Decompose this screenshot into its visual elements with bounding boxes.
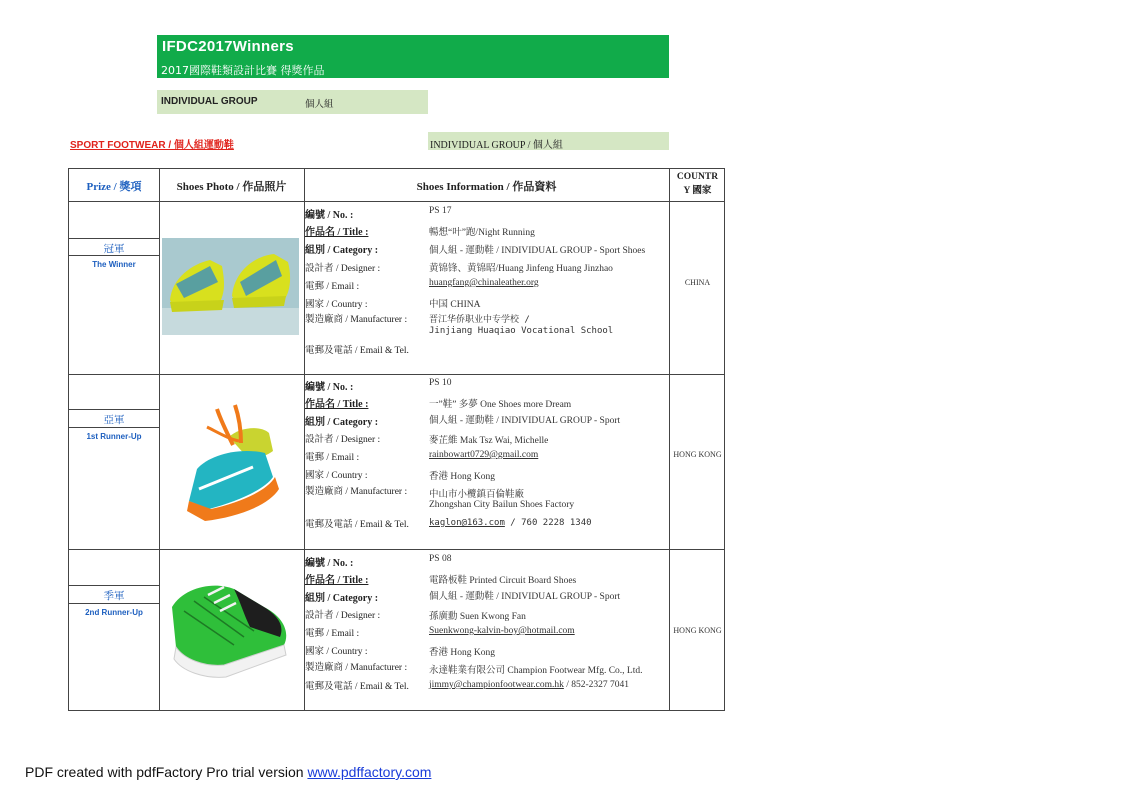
label-category: 組別 / Category : — [305, 417, 379, 428]
shoe-photo — [164, 567, 294, 687]
prize-divider — [69, 603, 159, 604]
prize-divider — [69, 585, 159, 586]
group-box — [157, 90, 428, 114]
prize-divider — [69, 409, 159, 410]
header-prize: Prize / 獎項 — [86, 181, 142, 193]
label-title: 作品名 / Title : — [305, 399, 369, 410]
prize-title: 冠軍 — [103, 243, 125, 255]
value-email[interactable]: Suenkwong-kalvin-boy@hotmail.com — [429, 626, 575, 636]
group-label-en: INDIVIDUAL GROUP — [161, 96, 258, 107]
header-photo: Shoes Photo / 作品照片 — [176, 181, 287, 193]
country-value: HONG KONG — [673, 450, 722, 459]
country-value: HONG KONG — [673, 626, 722, 635]
row-divider — [69, 549, 724, 550]
label-category: 組別 / Category : — [305, 245, 379, 256]
email-tel-link[interactable]: kaglon@163.com — [429, 518, 505, 528]
label-manufacturer: 製造廠商 / Manufacturer : — [305, 663, 408, 673]
footer-link[interactable]: www.pdffactory.com — [307, 764, 432, 780]
header-country-line1: COUNTR — [676, 172, 719, 182]
shoe-photo — [169, 397, 294, 532]
label-country: 國家 / Country : — [305, 471, 368, 481]
label-category: 組別 / Category : — [305, 593, 379, 604]
prize-subtitle: 2nd Runner-Up — [85, 608, 143, 617]
value-title: 暢想“叶”跑/Night Running — [429, 228, 535, 238]
value-email-tel — [429, 518, 592, 528]
value-email[interactable]: huangfang@chinaleather.org — [429, 278, 539, 288]
label-country: 國家 / Country : — [305, 647, 368, 657]
prize-title: 季軍 — [103, 590, 125, 602]
group-tag-text: INDIVIDUAL GROUP / 個人組 — [430, 140, 563, 151]
value-email[interactable]: rainbowart0729@gmail.com — [429, 450, 539, 460]
email-tel-link[interactable]: jimmy@championfootwear.com.hk — [429, 680, 564, 690]
header-country-line2: Y 國家 — [683, 186, 712, 196]
label-designer: 設計者 / Designer : — [305, 264, 381, 274]
label-email: 電郵 / Email : — [305, 282, 360, 292]
value-manufacturer-line1: 晋江华侨职业中专学校 / — [429, 315, 530, 325]
label-manufacturer: 製造廠商 / Manufacturer : — [305, 487, 408, 497]
label-no: 編號 / No. : — [305, 558, 354, 569]
value-title: 一”鞋” 多夢 One Shoes more Dream — [429, 400, 572, 410]
row-divider — [69, 374, 724, 375]
value-email-tel — [429, 680, 629, 690]
value-category: 個人組 - 運動鞋 / INDIVIDUAL GROUP - Sport — [429, 592, 621, 602]
label-email-tel: 電郵及電話 / Email & Tel. — [305, 682, 409, 692]
value-category: 個人組 - 運動鞋 / INDIVIDUAL GROUP - Sport — [429, 416, 621, 426]
value-manufacturer-line1: 中山市小欖鎮百倫鞋廠 — [429, 490, 525, 500]
label-email-tel: 電郵及電話 / Email & Tel. — [305, 346, 409, 356]
value-no: PS 17 — [429, 206, 452, 216]
value-country: 香港 Hong Kong — [429, 648, 495, 658]
label-no: 編號 / No. : — [305, 382, 354, 393]
banner-title: IFDC2017Winners — [162, 38, 294, 55]
label-designer: 設計者 / Designer : — [305, 611, 381, 621]
header-info: Shoes Information / 作品資料 — [416, 181, 557, 193]
row-divider — [69, 201, 724, 202]
label-designer: 設計者 / Designer : — [305, 435, 381, 445]
value-manufacturer-line2: Zhongshan City Bailun Shoes Factory — [429, 500, 575, 510]
email-tel-phone: / 852-2327 7041 — [563, 680, 630, 690]
label-no: 編號 / No. : — [305, 210, 354, 221]
prize-divider — [69, 427, 159, 428]
group-label-zh: 個人組 — [305, 99, 334, 110]
value-no: PS 10 — [429, 378, 452, 388]
prize-divider — [69, 238, 159, 239]
title-banner — [157, 35, 669, 78]
label-title: 作品名 / Title : — [305, 227, 369, 238]
label-email: 電郵 / Email : — [305, 629, 360, 639]
value-country: 中国 CHINA — [429, 300, 481, 310]
value-category: 個人組 - 運動鞋 / INDIVIDUAL GROUP - Sport Shoes — [429, 246, 646, 256]
value-no: PS 08 — [429, 554, 452, 564]
header-country — [669, 172, 726, 196]
prize-subtitle: The Winner — [92, 260, 136, 269]
value-manufacturer-line2: Jinjiang Huaqiao Vocational School — [429, 326, 614, 336]
banner-subtitle: 2017國際鞋類設計比賽 得獎作品 — [161, 64, 325, 77]
label-manufacturer: 製造廠商 / Manufacturer : — [305, 315, 408, 325]
email-tel-phone: / 760 2228 1340 — [504, 518, 592, 528]
winners-table — [68, 168, 725, 711]
label-email: 電郵 / Email : — [305, 453, 360, 463]
label-country: 國家 / Country : — [305, 300, 368, 310]
country-value: CHINA — [684, 278, 711, 287]
group-tag — [428, 132, 669, 150]
prize-title: 亞軍 — [103, 414, 125, 426]
section-title: SPORT FOOTWEAR / 個人組運動鞋 — [70, 140, 234, 151]
value-designer: 黄锦锋、黄锦昭/Huang Jinfeng Huang Jinzhao — [429, 264, 613, 274]
value-title: 電路板鞋 Printed Circuit Board Shoes — [429, 576, 577, 586]
footer-text: PDF created with pdfFactory Pro trial version — [25, 764, 308, 780]
pdf-footer — [25, 764, 431, 780]
label-title: 作品名 / Title : — [305, 575, 369, 586]
value-country: 香港 Hong Kong — [429, 472, 495, 482]
value-designer: 麥芷維 Mak Tsz Wai, Michelle — [429, 436, 549, 446]
shoe-photo — [162, 238, 299, 340]
prize-subtitle: 1st Runner-Up — [86, 432, 142, 441]
label-email-tel: 電郵及電話 / Email & Tel. — [305, 520, 409, 530]
col-divider — [159, 169, 160, 710]
value-designer: 孫廣勳 Suen Kwong Fan — [429, 612, 526, 622]
value-manufacturer-line1: 永達鞋業有限公司 Champion Footwear Mfg. Co., Ltd. — [429, 666, 643, 676]
